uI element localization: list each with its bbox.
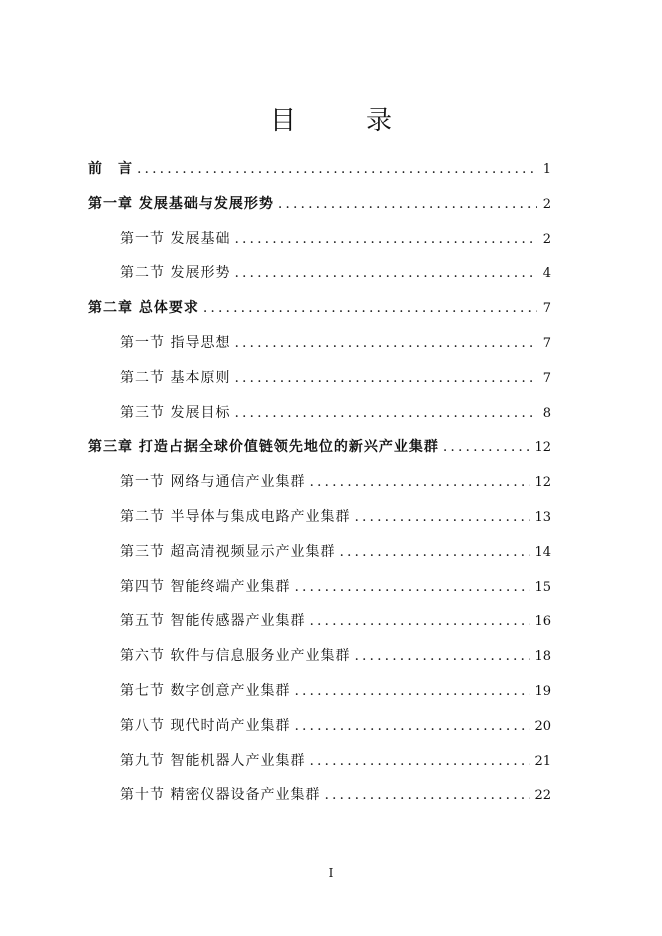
toc-entry-label: 第二节 半导体与集成电路产业集群 — [120, 509, 351, 525]
toc-dot-leader — [443, 434, 531, 460]
toc-entry[interactable] — [88, 191, 551, 217]
toc-dot-leader — [354, 504, 530, 530]
toc-entry[interactable] — [120, 504, 551, 530]
toc-dot-leader — [294, 678, 530, 704]
toc-entry[interactable] — [88, 156, 551, 182]
toc-entry[interactable] — [120, 330, 551, 356]
toc-dot-leader — [309, 608, 530, 634]
toc-entry[interactable] — [88, 434, 551, 460]
toc-entry-label: 第三节 超高清视频显示产业集群 — [120, 543, 336, 560]
toc-entry-label: 第七节 数字创意产业集群 — [120, 683, 291, 699]
toc-entry-label: 第六节 软件与信息服务业产业集群 — [120, 648, 351, 665]
toc-entry[interactable] — [120, 539, 551, 565]
toc-entry-page: 2 — [542, 231, 551, 247]
toc-entry-page: 7 — [542, 336, 551, 351]
toc-entry-label: 第八节 现代时尚产业集群 — [120, 717, 291, 734]
toc-entry-page: 22 — [534, 788, 551, 804]
toc-dot-leader — [278, 191, 537, 217]
toc-dot-leader — [309, 748, 530, 774]
toc-entry-page: 4 — [542, 266, 551, 282]
toc-entry-page: 15 — [534, 579, 551, 595]
toc-dot-leader — [234, 400, 537, 426]
toc-entry-page: 18 — [534, 649, 551, 665]
toc-entry-page: 2 — [542, 196, 551, 212]
toc-entry-page: 20 — [534, 718, 551, 734]
toc-entry-page: 19 — [534, 684, 551, 699]
toc-entry[interactable] — [120, 365, 551, 391]
toc-dot-leader — [309, 469, 530, 495]
toc-entry-label: 第一节 网络与通信产业集群 — [120, 474, 306, 491]
toc-entry-label: 第一节 发展基础 — [120, 230, 231, 247]
toc-dot-leader — [234, 226, 537, 252]
toc-entry-page: 8 — [542, 405, 551, 421]
toc-entry[interactable] — [120, 713, 551, 739]
toc-entry[interactable] — [120, 608, 551, 634]
toc-entry-label: 第二节 基本原则 — [120, 369, 231, 386]
toc-entry-label: 第二节 发展形势 — [120, 265, 231, 282]
toc-entry-label: 第三节 发展目标 — [120, 404, 231, 421]
page-number: I — [328, 866, 334, 880]
toc-entry-label: 第十节 精密仪器设备产业集群 — [120, 787, 321, 804]
toc-entry[interactable] — [120, 469, 551, 495]
toc-entry-page: 12 — [534, 440, 551, 456]
toc-entry-page: 1 — [542, 162, 551, 177]
toc-dot-leader — [324, 782, 530, 808]
toc-dot-leader — [339, 539, 530, 565]
toc-dot-leader — [203, 295, 537, 321]
toc-entry[interactable] — [120, 260, 551, 286]
toc-dot-leader — [234, 330, 537, 356]
toc-entry-page: 12 — [534, 475, 551, 491]
toc-entry[interactable] — [120, 574, 551, 600]
toc-entry-label: 第九节 智能机器人产业集群 — [120, 752, 306, 769]
toc-entry-label: 第二章 总体要求 — [88, 300, 199, 317]
toc-entry-label: 第四节 智能终端产业集群 — [120, 578, 291, 595]
page-title: 目 录 — [269, 106, 414, 136]
toc-entry-page: 21 — [534, 753, 551, 769]
toc-dot-leader — [234, 365, 537, 391]
toc-entry[interactable] — [120, 782, 551, 808]
toc-entry-page: 13 — [534, 510, 551, 525]
toc-entry[interactable] — [120, 678, 551, 704]
toc-entry-label: 第五节 智能传感器产业集群 — [120, 613, 306, 630]
toc-entry[interactable] — [120, 643, 551, 669]
toc-entry[interactable] — [120, 748, 551, 774]
toc-entry-page: 7 — [542, 301, 551, 317]
toc-entry-label: 第三章 打造占据全球价值链领先地位的新兴产业集群 — [88, 439, 439, 456]
toc-entry[interactable] — [88, 295, 551, 321]
toc-dot-leader — [137, 156, 537, 182]
toc-entry-label: 第一节 指导思想 — [120, 335, 231, 351]
toc-dot-leader — [234, 260, 537, 286]
toc-dot-leader — [294, 713, 530, 739]
toc-entry-label: 第一章 发展基础与发展形势 — [88, 195, 274, 212]
toc-entry-page: 7 — [542, 370, 551, 386]
toc-entry[interactable] — [120, 226, 551, 252]
toc-dot-leader — [354, 643, 530, 669]
toc-entry-page: 16 — [534, 614, 551, 630]
toc-entry[interactable] — [120, 400, 551, 426]
toc-entry-label: 前 言 — [88, 161, 133, 177]
toc-dot-leader — [294, 574, 530, 600]
toc-entry-page: 14 — [534, 544, 551, 560]
